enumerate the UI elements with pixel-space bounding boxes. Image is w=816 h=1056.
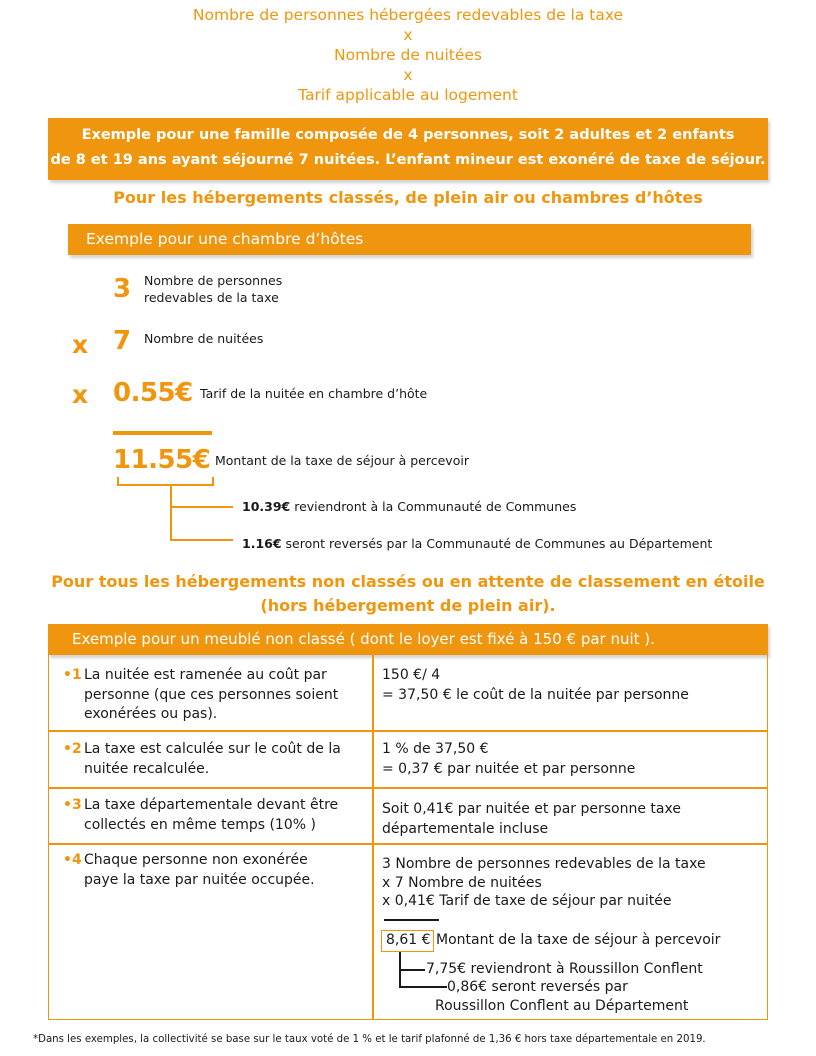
step-text: Chaque personne non exonérée bbox=[84, 852, 308, 868]
table-row-divider bbox=[48, 843, 768, 845]
result-text: départementale incluse bbox=[382, 820, 549, 837]
split-community-value: 10.39€ bbox=[242, 499, 291, 514]
banner-line: de 8 et 19 ans ayant séjourné 7 nuitées. L’enfant mineur est exonéré de taxe de séjour. bbox=[50, 152, 766, 168]
persons-label: Nombre de personnes bbox=[144, 273, 283, 288]
total-value: 11.55€ bbox=[113, 445, 211, 475]
table-row bbox=[63, 666, 363, 725]
guest-room-example-label: Exemple pour une chambre d’hôtes bbox=[86, 230, 364, 248]
table-row bbox=[63, 740, 363, 779]
bracket-line bbox=[170, 506, 233, 508]
step-number: •1 bbox=[63, 667, 82, 683]
result-text: 1 % de 37,50 € bbox=[382, 741, 489, 757]
persons-label: redevables de la taxe bbox=[144, 290, 279, 305]
table-row bbox=[63, 851, 363, 890]
table-row bbox=[63, 796, 363, 835]
bracket-line bbox=[170, 539, 233, 541]
furnished-split-department: 0,86€ seront reversés par bbox=[447, 979, 628, 995]
result-text: x 0,41€ Tarif de taxe de séjour par nuitée bbox=[382, 893, 672, 909]
table-row-divider bbox=[48, 787, 768, 789]
step-number: •4 bbox=[63, 852, 82, 868]
bracket-line bbox=[117, 484, 214, 486]
formula-multiply-sign: x bbox=[403, 26, 413, 44]
furnished-example-label: Exemple pour un meublé non classé ( dont le loyer est fixé à 150 € par nuit ). bbox=[72, 630, 655, 648]
multiply-sign: x bbox=[72, 330, 89, 359]
furnished-total-label: Montant de la taxe de séjour à percevoir bbox=[436, 932, 721, 948]
total-label: Montant de la taxe de séjour à percevoir bbox=[215, 453, 469, 468]
formula-multiply-sign: x bbox=[403, 66, 413, 84]
table-row-result bbox=[382, 666, 762, 705]
split-community-text: reviendront à la Communauté de Communes bbox=[290, 499, 577, 514]
furnished-split-community: 7,75€ reviendront à Roussillon Conflent bbox=[426, 961, 703, 977]
family-example-banner bbox=[48, 118, 768, 180]
step-text: collectés en même temps (10% ) bbox=[84, 816, 316, 833]
nights-label: Nombre de nuitées bbox=[144, 331, 264, 346]
furnished-total-value: 8,61 € bbox=[386, 932, 431, 948]
persons-value: 3 bbox=[113, 274, 131, 304]
sum-rule bbox=[384, 919, 439, 921]
step-number: •3 bbox=[63, 797, 82, 813]
step-number: •2 bbox=[63, 741, 82, 757]
split-department-text: seront reversés par la Communauté de Communes au Département bbox=[281, 536, 713, 551]
step-text: nuitée recalculée. bbox=[84, 760, 210, 777]
sum-rule bbox=[113, 431, 212, 435]
result-text: Soit 0,41€ par nuitée et par personne taxe bbox=[382, 801, 681, 817]
step-text: La taxe est calculée sur le coût de la bbox=[84, 741, 341, 757]
formula-line-nights: Nombre de nuitées bbox=[334, 46, 482, 64]
furnished-split-department: Roussillon Conflent au Département bbox=[435, 998, 689, 1014]
multiply-sign: x bbox=[72, 380, 89, 409]
result-text: 150 €/ 4 bbox=[382, 667, 441, 683]
table-row-result bbox=[382, 740, 762, 779]
formula-line-rate: Tarif applicable au logement bbox=[298, 86, 518, 104]
bracket-line bbox=[399, 969, 425, 971]
footnote: *Dans les exemples, la collectivité se base sur le taux voté de 1 % et le tarif plafonné de 1,36 € hors taxe départementale en 2019. bbox=[33, 1034, 706, 1045]
result-text: = 0,37 € par nuitée et par personne bbox=[382, 760, 636, 777]
unclassified-section-title: Pour tous les hébergements non classés ou en attente de classement en étoile bbox=[51, 572, 765, 591]
bracket-line bbox=[170, 485, 172, 541]
split-community bbox=[242, 499, 576, 515]
nights-value: 7 bbox=[113, 326, 131, 356]
result-text: = 37,50 € le coût de la nuitée par personne bbox=[382, 686, 689, 703]
guest-room-example-bar bbox=[68, 224, 751, 255]
table-row-result bbox=[382, 855, 762, 911]
classified-section-title: Pour les hébergements classés, de plein air ou chambres d’hôtes bbox=[113, 188, 703, 207]
result-text: x 7 Nombre de nuitées bbox=[382, 874, 542, 891]
furnished-example-bar bbox=[48, 624, 768, 655]
formula-line-persons: Nombre de personnes hébergées redevables de la taxe bbox=[192, 6, 624, 24]
split-department-value: 1.16€ bbox=[242, 536, 282, 551]
step-text: La nuitée est ramenée au coût par bbox=[84, 667, 327, 683]
step-text: La taxe départementale devant être bbox=[84, 797, 339, 813]
result-text: 3 Nombre de personnes redevables de la taxe bbox=[382, 856, 706, 872]
table-row-result bbox=[382, 800, 762, 839]
bracket-line bbox=[212, 477, 214, 485]
unclassified-section-title: (hors hébergement de plein air). bbox=[260, 596, 556, 615]
rate-label: Tarif de la nuitée en chambre d’hôte bbox=[200, 386, 428, 401]
banner-line: Exemple pour une famille composée de 4 personnes, soit 2 adultes et 2 enfants bbox=[81, 127, 735, 143]
table-row-divider bbox=[48, 730, 768, 732]
split-department bbox=[242, 536, 712, 552]
step-text: personne (que ces personnes soient bbox=[84, 686, 339, 703]
bracket-line bbox=[399, 986, 447, 988]
step-text: paye la taxe par nuitée occupée. bbox=[84, 871, 315, 888]
table-column-divider bbox=[372, 654, 374, 1020]
rate-value: 0.55€ bbox=[113, 378, 193, 408]
step-text: exonérées ou pas). bbox=[84, 706, 218, 722]
